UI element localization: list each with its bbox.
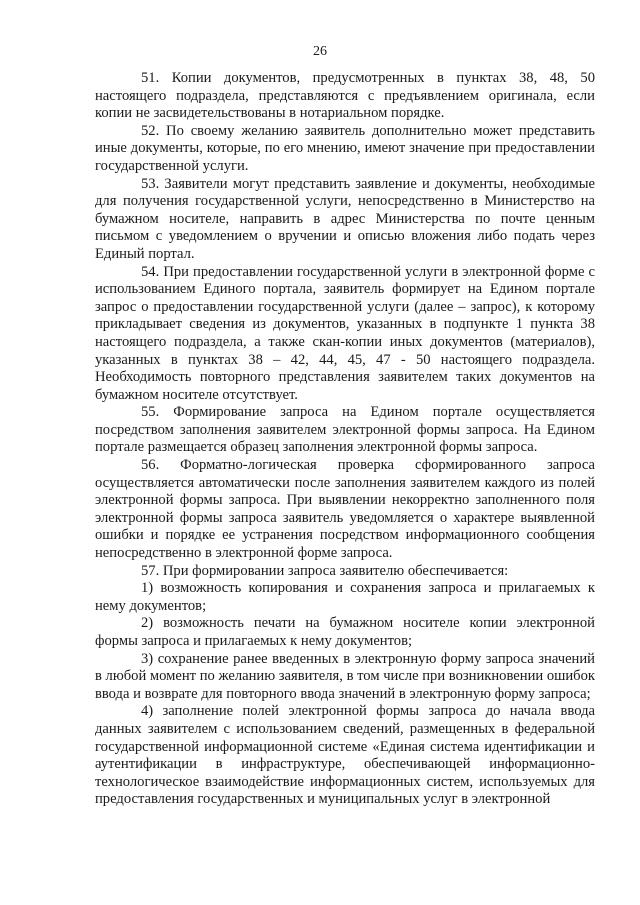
- paragraph-55: 55. Формирование запроса на Едином портале осуществляется посредством заполнения заявителем электронной формы запроса. На Едином портале размещается образец заполнения электронной формы запроса.: [95, 404, 595, 456]
- paragraph-57: 57. При формировании запроса заявителю обеспечивается:: [141, 562, 509, 579]
- list-item-2: 2) возможность печати на бумажном носителе копии электронной формы запроса и прилагаемых к нему документов;: [95, 615, 595, 649]
- paragraph-53: 53. Заявители могут представить заявление и документы, необходимые для получения государственной услуги, непосредственно в Министерство на бумажном носителе, направить в адрес Министерства по почте ценным письмом с уведомлением о вручении и описью вложения либо подать через Единый портал.: [95, 175, 595, 262]
- list-item-3: 3) сохранение ранее введенных в электронную форму запроса значений в любой момент по желанию заявителя, в том числе при возникновении ошибок ввода и возврате для повторного ввода значений в электронную форму запроса;: [95, 650, 595, 702]
- document-body: [95, 70, 595, 809]
- list-item-1: 1) возможность копирования и сохранения запроса и прилагаемых к нему документов;: [95, 580, 595, 614]
- paragraph-51: 51. Копии документов, предусмотренных в пунктах 38, 48, 50 настоящего подраздела, представляются с предъявлением оригинала, если копии не засвидетельствованы в нотариальном порядке.: [95, 70, 595, 122]
- paragraph-56: 56. Форматно-логическая проверка сформированного запроса осуществляется автоматически после заполнения заявителем каждого из полей электронной формы запроса. При выявлении некорректно заполненного поля электронной формы запроса заявитель уведомляется о характере выявленной ошибки и порядке ее устранения посредством информационного сообщения непосредственно в электронной форме запроса.: [95, 457, 595, 562]
- paragraph-52: 52. По своему желанию заявитель дополнительно может представить иные документы, которые, по его мнению, имеют значение при предоставлении государственной услуги.: [95, 122, 595, 174]
- page-number: 26: [313, 44, 327, 59]
- list-item-4: 4) заполнение полей электронной формы запроса до начала ввода данных заявителем с использованием сведений, размещенных в федеральной государственной информационной системе «Единая система идентификации и аутентификации в инфраструктуре, обеспечивающей информационно-технологическое взаимодействие информационных систем, используемых для предоставления государственных и муниципальных услуг в электронной: [95, 703, 595, 808]
- paragraph-54: 54. При предоставлении государственной услуги в электронной форме с использованием Единого портала, заявитель формирует на Едином портале запрос о предоставлении государственной услуги (далее – запрос), к которому прикладывает сведения из документов, указанных в подпункте 1 пункта 38 настоящего подраздела, а также скан-копии иных документов (материалов), указанных в пунктах 38 – 42, 44, 45, 47 - 50 настоящего подраздела. Необходимость повторного представления заявителем таких документов на бумажном носителе отсутствует.: [95, 263, 595, 403]
